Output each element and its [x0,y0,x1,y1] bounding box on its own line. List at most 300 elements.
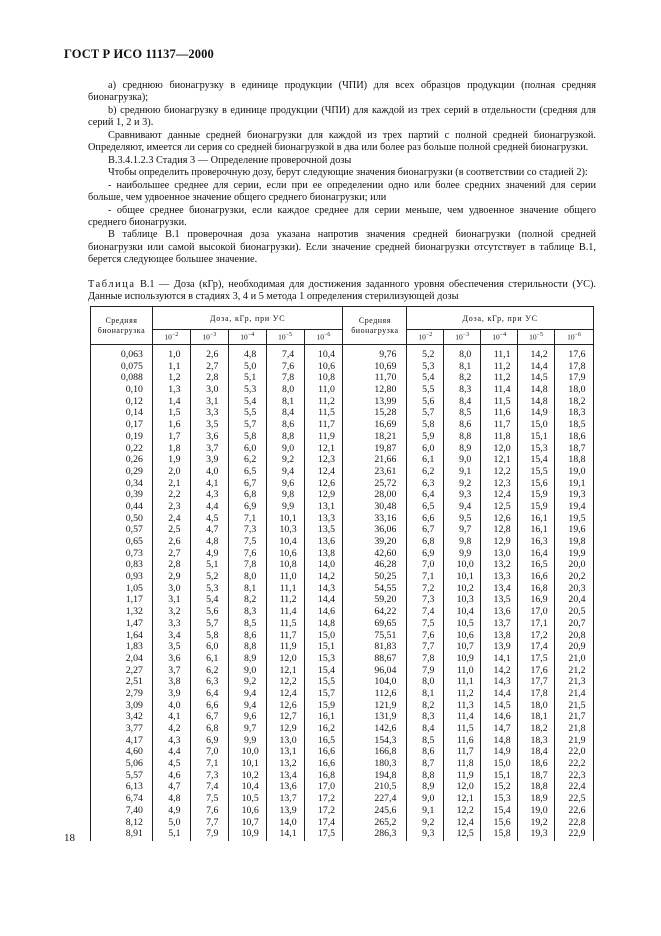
table-cell: 1,8 [168,442,181,454]
table-cell: 15,5 [530,465,548,477]
table-cell: 7,9 [206,828,219,840]
table-cell: 7,5 [206,793,219,805]
table-cell: 10,0 [456,559,474,571]
table-cell: 17,7 [530,676,548,688]
table-cell: 14,9 [493,746,511,758]
table-cell: 5,1 [244,372,257,384]
table-cell: 10,3 [456,594,474,606]
table-cell: 7,1 [422,571,435,583]
table-cell: 17,5 [530,652,548,664]
table-cell: 22,8 [568,816,586,828]
paragraph: a) среднюю бионагрузку в единице продукции (ЧПИ) для всех образцов продукции (полная средняя бионагрузка); [88,80,596,104]
table-cell: 4,0 [168,699,181,711]
sal-power-header-right [481,330,518,345]
table-cell: 3,7 [168,664,181,676]
table-cell: 18,8 [568,454,586,466]
table-cell: 11,1 [279,582,297,594]
table-cell: 18,21 [374,430,397,442]
table-cell: 15,1 [530,430,548,442]
table-cell: 11,2 [318,395,335,407]
table-cell: 13,4 [279,769,297,781]
table-cell: 17,2 [530,629,548,641]
table-cell: 16,5 [530,559,548,571]
table-cell: 8,3 [459,384,472,396]
table-cell: 15,6 [493,816,511,828]
table-cell: 8,6 [459,419,472,431]
table-cell: 5,57 [125,769,143,781]
table-caption [88,279,596,304]
table-cell: 21,0 [568,652,586,664]
table-cell: 11,2 [493,372,511,384]
table-cell: 9,0 [281,442,295,454]
table-cell: 4,60 [125,746,143,758]
table-cell: 0,34 [125,477,143,489]
table-data-row [91,345,594,841]
table-cell: 1,6 [168,419,181,431]
table-cell: 4,3 [168,734,181,746]
table-cell: 3,7 [206,442,219,454]
table-cell: 5,0 [244,360,257,372]
table-cell: 11,70 [374,372,397,384]
sal-power-header-right [444,330,481,345]
table-cell: 154,3 [374,734,397,746]
table-cell: 11,9 [279,641,297,653]
table-cell: 8,3 [422,711,435,723]
table-cell: 16,69 [374,419,397,431]
table-cell: 11,7 [279,629,297,641]
table-cell: 15,8 [493,828,511,840]
sal-power-base: 10 [418,332,426,342]
table-cell: 9,9 [281,500,295,512]
table-cell: 21,3 [568,676,586,688]
table-cell: 8,6 [244,629,257,641]
table-cell: 2,9 [168,571,181,583]
table-cell: 9,7 [244,723,257,734]
table-cell: 12,4 [279,687,297,699]
table-cell: 19,5 [568,512,586,524]
table-cell: 1,3 [168,384,181,396]
table-cell: 12,5 [456,828,474,840]
table-cell: 1,9 [168,454,181,466]
table-cell: 194,8 [374,769,397,781]
table-cell: 8,6 [281,419,295,431]
table-cell: 1,05 [125,582,143,594]
table-cell: 13,9 [279,804,297,816]
table-cell: 14,1 [493,652,511,664]
table-cell: 166,8 [374,746,397,758]
table-cell: 12,2 [456,804,474,816]
table-cell: 121,9 [374,699,397,711]
table-cell: 3,1 [206,395,219,407]
table-cell: 1,32 [125,606,143,618]
table-cell: 14,6 [493,711,511,723]
table-cell: 104,0 [374,676,397,688]
sal-power-exponent: −4 [247,332,255,339]
table-cell: 7,1 [244,512,257,524]
table-cell: 17,6 [530,664,548,676]
table-caption-label: Таблица [88,279,136,290]
table-cell: 16,4 [530,547,548,559]
table-cell: 10,2 [241,769,259,781]
table-cell: 15,4 [493,804,511,816]
table-cell: 17,0 [530,606,548,618]
table-cell: 36,06 [374,524,397,536]
table-cell: 6,4 [206,687,219,699]
table-cell: 4,3 [206,489,219,501]
table-cell: 17,0 [317,781,336,793]
table-cell: 9,0 [459,454,472,466]
table-cell: 19,6 [568,524,586,536]
table-cell: 10,2 [456,582,474,594]
table-cell: 11,9 [456,769,474,781]
table-cell: 22,2 [568,758,586,770]
table-cell: 5,1 [206,559,219,571]
sal-power-header-left [266,330,304,345]
table-cell: 14,0 [279,816,297,828]
table-cell: 11,1 [456,676,474,688]
table-cell: 10,7 [456,641,474,653]
table-cell: 9,8 [459,536,472,547]
table-cell: 7,8 [244,559,257,571]
table-cell: 7,6 [206,804,219,816]
table-cell: 9,6 [281,477,295,489]
sal-power-base: 10 [202,332,210,342]
table-cell: 5,3 [244,384,257,396]
table-cell: 21,2 [568,664,586,676]
table-cell: 13,5 [317,524,336,536]
table-cell: 18,0 [530,699,548,711]
table-cell: 4,8 [168,793,181,805]
sal-power-header-left [152,330,190,345]
table-cell: 13,6 [279,781,297,793]
table-cell: 10,8 [279,559,297,571]
table-cell: 12,1 [279,664,297,676]
sal-power-exponent: −2 [171,332,179,339]
column-left-d6 [304,345,343,841]
table-cell: 14,6 [317,606,336,618]
table-cell: 16,9 [530,594,548,606]
table-cell: 15,3 [530,442,548,454]
table-cell: 5,7 [206,617,219,629]
table-cell: 7,8 [281,372,295,384]
table-cell: 20,8 [568,629,586,641]
table-cell: 8,4 [459,395,472,407]
sal-power-header-right [518,330,555,345]
table-cell: 6,9 [422,547,435,559]
body-text [88,80,596,267]
table-cell: 9,3 [422,828,435,840]
column-left-d2 [152,345,190,841]
sal-power-base: 10 [455,332,463,342]
table-cell: 15,9 [530,500,548,512]
table-cell: 4,7 [206,524,219,536]
table-cell: 0,93 [125,571,143,583]
table-cell: 0,39 [125,489,143,501]
table-cell: 1,64 [125,629,143,641]
table-cell: 18,9 [530,793,548,805]
table-cell: 11,5 [456,723,474,734]
sal-power-header-left [228,330,266,345]
table-cell: 11,5 [318,407,335,419]
table-cell: 9,2 [459,477,472,489]
table-cell: 7,7 [422,641,435,653]
table-cell: 16,3 [530,536,548,547]
table-cell: 8,2 [422,699,435,711]
table-cell: 15,1 [493,769,511,781]
table-cell: 7,8 [422,652,435,664]
sal-power-exponent: −4 [499,332,507,339]
page-number: 18 [64,832,75,844]
table-cell: 0,57 [125,524,143,536]
table-cell: 12,9 [317,489,336,501]
table-cell: 17,1 [530,617,548,629]
table-cell: 16,6 [530,571,548,583]
table-cell: 20,7 [568,617,586,629]
table-cell: 10,6 [317,360,336,372]
table-cell: 11,4 [279,606,297,618]
table-cell: 11,0 [456,664,474,676]
table-cell: 9,6 [244,711,257,723]
table-cell: 14,2 [493,664,511,676]
paragraph: b) среднюю бионагрузку в единице продукции (ЧПИ) для каждой из трех серий в отдельности (средняя для серий 1, 2 и 3). [88,104,596,129]
table-cell: 4,1 [168,711,181,723]
table-cell: 13,0 [493,547,511,559]
table-cell: 8,0 [459,349,472,360]
table-cell: 12,9 [279,723,297,734]
table-cell: 8,1 [459,360,472,372]
table-cell: 19,1 [568,477,586,489]
table-cell: 8,6 [422,746,435,758]
table-cell: 0,22 [125,442,143,454]
table-cell: 5,6 [422,395,435,407]
table-cell: 10,5 [456,617,474,629]
table-cell: 18,6 [530,758,548,770]
table-cell: 11,0 [318,384,335,396]
table-cell: 11,7 [456,746,474,758]
table-cell: 15,9 [317,699,336,711]
paragraph: Сравнивают данные средней бионагрузки для каждой из трех партий с полной средней бионагрузкой. Определяют, имеется ли серия со средней бионагрузкой в два или более раз больше полной средней бионагрузки. [88,129,596,154]
table-cell: 2,0 [168,465,181,477]
table-cell: 16,1 [317,711,336,723]
table-cell: 16,1 [530,512,548,524]
table-cell: 12,2 [493,465,511,477]
table-cell: 14,5 [493,699,511,711]
table-cell: 8,8 [422,769,435,781]
table-cell: 3,9 [206,454,219,466]
column-right-d4 [481,345,518,841]
sal-power-exponent: −6 [574,332,581,339]
table-cell: 131,9 [374,711,397,723]
table-cell: 7,6 [244,547,257,559]
table-cell: 13,5 [493,594,511,606]
table-cell: 2,8 [168,559,181,571]
table-cell: 15,7 [317,687,336,699]
table-cell: 3,3 [206,407,219,419]
column-right-d5 [518,345,555,841]
table-cell: 13,1 [317,500,336,512]
table-cell: 2,6 [168,536,181,547]
paragraph: Чтобы определить проверочную дозу, берут следующие значения бионагрузки (в соответствии со стадией 2): [108,167,588,179]
table-cell: 0,29 [125,465,143,477]
table-cell: 286,3 [374,828,397,840]
table-cell: 4,5 [168,758,181,770]
table-cell: 3,3 [168,617,181,629]
table-cell: 20,0 [568,559,586,571]
table-cell: 75,51 [374,629,397,641]
table-cell: 11,5 [279,617,297,629]
table-cell: 12,0 [456,781,474,793]
table-cell: 19,8 [568,536,586,547]
column-right-d2 [407,345,444,841]
table-cell: 9,4 [244,687,257,699]
table-cell: 3,6 [206,430,219,442]
table-cell: 9,0 [244,664,257,676]
table-cell: 15,9 [530,489,548,501]
table-cell: 54,55 [374,582,397,594]
table-cell: 8,4 [281,407,295,419]
column-left-bioburden [91,345,153,841]
power-header-row [91,330,594,345]
table-cell: 11,6 [493,407,511,419]
table-cell: 8,8 [281,430,295,442]
table-cell: 14,2 [317,571,336,583]
table-cell: 8,12 [125,816,143,828]
table-cell: 18,0 [568,384,586,396]
sal-power-exponent: −3 [462,332,470,339]
table-cell: 1,83 [125,641,143,653]
table-cell: 10,6 [456,629,474,641]
table-cell: 11,2 [456,687,474,699]
table-cell: 14,8 [530,384,548,396]
bioburden-header-right: Средняя бионагрузка [343,307,407,345]
table-cell: 12,0 [279,652,297,664]
sal-power-header-right [555,330,594,345]
table-cell: 9,8 [281,489,295,501]
table-cell: 10,9 [456,652,474,664]
table-cell: 14,9 [530,407,548,419]
table-cell: 14,0 [317,559,336,571]
table-cell: 7,0 [206,746,219,758]
table-cell: 14,8 [530,395,548,407]
table-cell: 0,17 [125,419,143,431]
table-cell: 15,6 [530,477,548,489]
table-cell: 6,13 [125,781,143,793]
table-cell: 0,10 [125,384,143,396]
table-cell: 25,72 [374,477,397,489]
table-cell: 4,9 [168,804,181,816]
column-left-d4 [228,345,266,841]
table-cell: 7,2 [422,582,435,594]
table-cell: 11,3 [456,699,474,711]
table-cell: 39,20 [374,536,397,547]
table-cell: 10,1 [456,571,474,583]
table-cell: 3,42 [125,711,143,723]
table-cell: 8,3 [244,606,257,618]
table-cell: 7,9 [422,664,435,676]
table-cell: 180,3 [374,758,397,770]
table-cell: 11,1 [493,349,511,360]
table-cell: 7,6 [422,629,435,641]
table-cell: 6,7 [206,711,219,723]
table-cell: 10,0 [241,746,259,758]
table-cell: 22,0 [568,746,586,758]
table-cell: 12,1 [317,442,336,454]
table-cell: 7,3 [206,769,219,781]
table-cell: 6,1 [422,454,435,466]
table-cell: 1,0 [168,349,181,360]
table-cell: 17,9 [568,372,586,384]
table-cell: 4,6 [168,769,181,781]
table-cell: 3,77 [125,723,143,734]
sal-power-exponent: −5 [536,332,543,339]
table-cell: 7,0 [422,559,435,571]
table-cell: 10,3 [279,524,297,536]
table-cell: 46,28 [374,559,397,571]
table-cell: 9,4 [281,465,295,477]
sal-power-header-left [304,330,343,345]
table-cell: 17,2 [317,804,336,816]
sal-power-base: 10 [278,332,286,342]
table-cell: 18,2 [568,395,586,407]
table-cell: 0,83 [125,559,143,571]
table-cell: 4,8 [244,349,257,360]
table-cell: 4,5 [206,512,219,524]
table-cell: 1,47 [125,617,143,629]
dose-table [90,306,594,841]
table-cell: 2,2 [168,489,181,501]
table-cell: 3,8 [168,676,181,688]
table-cell: 4,2 [168,723,181,734]
paragraph: В таблице В.1 проверочная доза указана напротив значения средней бионагрузки (полной средней бионагрузки или самой высокой бионагрузки). Если значение средней бионагрузки отсутствует в таблице В.1, берется следующее большее значение. [88,229,596,266]
table-cell: 12,4 [493,489,511,501]
table-cell: 6,6 [422,512,435,524]
table-cell: 15,3 [317,652,336,664]
table-cell: 12,8 [493,524,511,536]
table-cell: 15,4 [530,454,548,466]
table-cell: 5,2 [422,349,435,360]
table-cell: 10,4 [317,349,336,360]
table-cell: 15,3 [493,793,511,805]
sal-power-base: 10 [567,332,575,342]
table-cell: 19,87 [374,442,397,454]
table-cell: 1,5 [168,407,181,419]
table-cell: 7,4 [281,349,295,360]
table-cell: 3,4 [168,629,181,641]
paragraph: - наибольшее среднее для серии, если при ее определении одно или более средних значений для серии больше, чем удвоенное значение общего среднего бионагрузки; или [88,179,596,204]
table-cell: 1,1 [168,360,181,372]
table-cell: 8,0 [281,384,295,396]
column-right-bioburden [343,345,407,841]
sal-power-exponent: −6 [324,332,331,339]
table-cell: 16,8 [317,769,336,781]
bioburden-header-left: Средняя бионагрузка [91,307,153,345]
table-cell: 11,9 [318,430,335,442]
table-cell: 28,00 [374,489,397,501]
table-cell: 0,14 [125,407,143,419]
table-cell: 12,80 [374,384,397,396]
table-cell: 8,5 [422,734,435,746]
table-cell: 13,6 [493,606,511,618]
table-cell: 17,6 [568,349,586,360]
table-cell: 42,60 [374,547,397,559]
table-cell: 7,3 [422,594,435,606]
table-cell: 20,2 [568,571,586,583]
table-cell: 0,12 [125,395,143,407]
table-cell: 14,2 [530,349,548,360]
table-cell: 8,5 [244,617,257,629]
table-cell: 22,6 [568,804,586,816]
column-left-d3 [190,345,228,841]
